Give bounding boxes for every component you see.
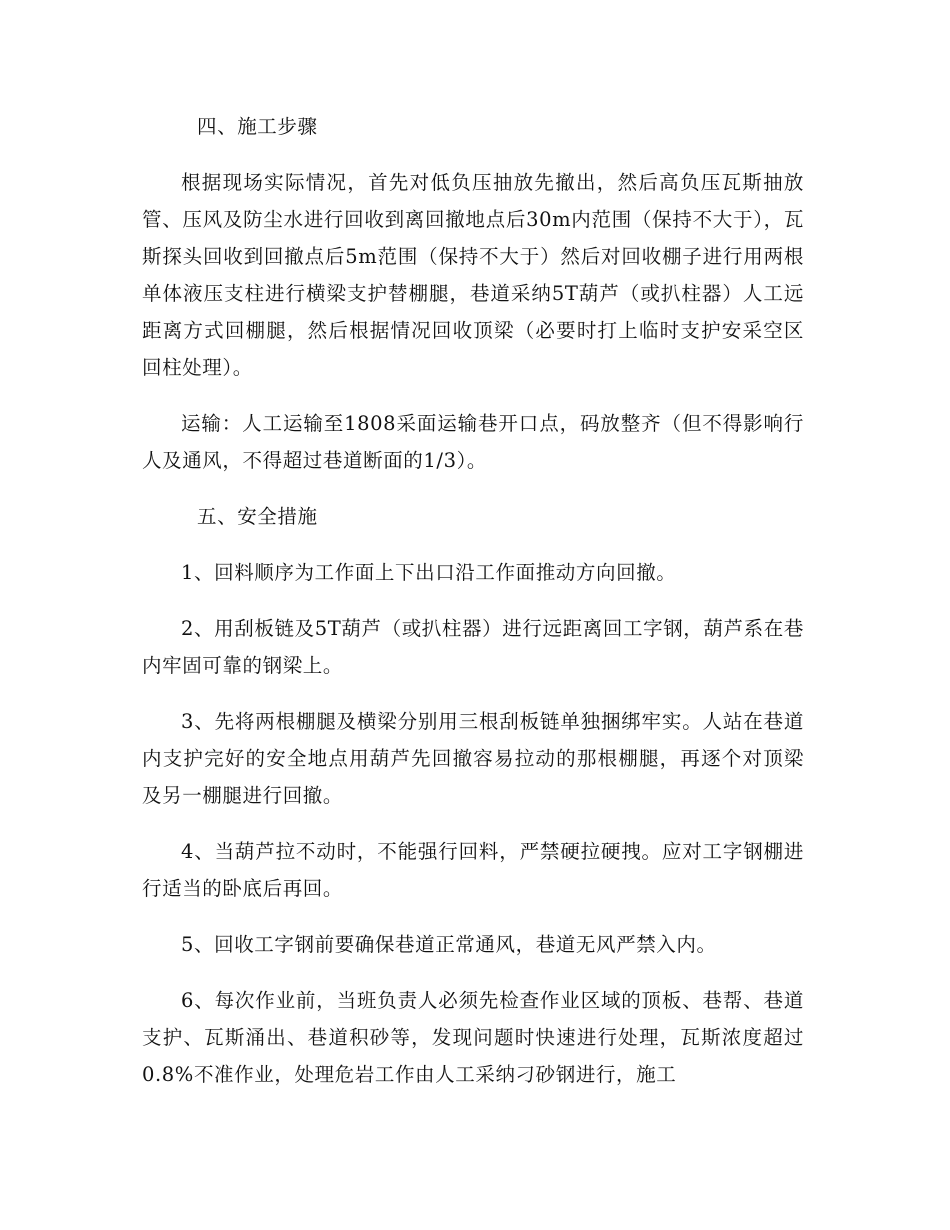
- construction-steps-paragraph: 根据现场实际情况，首先对低负压抽放先撤出，然后高负压瓦斯抽放管、压风及防尘水进行回收到离回撤地点后30m内范围（保持不大于），瓦斯探头回收到回撤点后5m范围（保持不大于）然后对回收棚子进行用两根单体液压支柱进行横梁支护替棚腿，巷道采纳5T葫芦（或扒柱器）人工远距离方式回棚腿，然后根据情况回收顶梁（必要时打上临时支护安采空区回柱处理）。: [142, 171, 804, 379]
- safety-measure-item-2: 2、用刮板链及5T葫芦（或扒柱器）进行远距离回工字钢，葫芦系在巷内牢固可靠的钢梁上。: [142, 617, 804, 677]
- section-heading-construction-steps: 四、施工步骤: [197, 115, 318, 138]
- section-heading-safety-measures: 五、安全措施: [197, 505, 318, 528]
- safety-measure-item-6: 6、每次作业前，当班负责人必须先检查作业区域的顶板、巷帮、巷道支护、瓦斯涌出、巷道积砂等，发现问题时快速进行处理，瓦斯浓度超过0.8%不准作业，处理危岩工作由人工采纳刁砂钢进行，施工: [142, 989, 804, 1086]
- safety-measure-item-5: 5、回收工字钢前要确保巷道正常通风，巷道无风严禁入内。: [181, 933, 717, 956]
- safety-measure-item-1: 1、回料顺序为工作面上下出口沿工作面推动方向回撤。: [181, 561, 677, 584]
- document-body: [142, 108, 804, 1112]
- safety-measure-item-3: 3、先将两根棚腿及横梁分别用三根刮板链单独捆绑牢实。人站在巷道内支护完好的安全地点用葫芦先回撤容易拉动的那根棚腿，再逐个对顶梁及另一棚腿进行回撤。: [142, 710, 804, 807]
- transport-paragraph: 运输：人工运输至1808采面运输巷开口点，码放整齐（但不得影响行人及通风，不得超过巷道断面的1/3）。: [142, 412, 804, 472]
- safety-measure-item-4: 4、当葫芦拉不动时，不能强行回料，严禁硬拉硬拽。应对工字钢棚进行适当的卧底后再回。: [142, 840, 804, 900]
